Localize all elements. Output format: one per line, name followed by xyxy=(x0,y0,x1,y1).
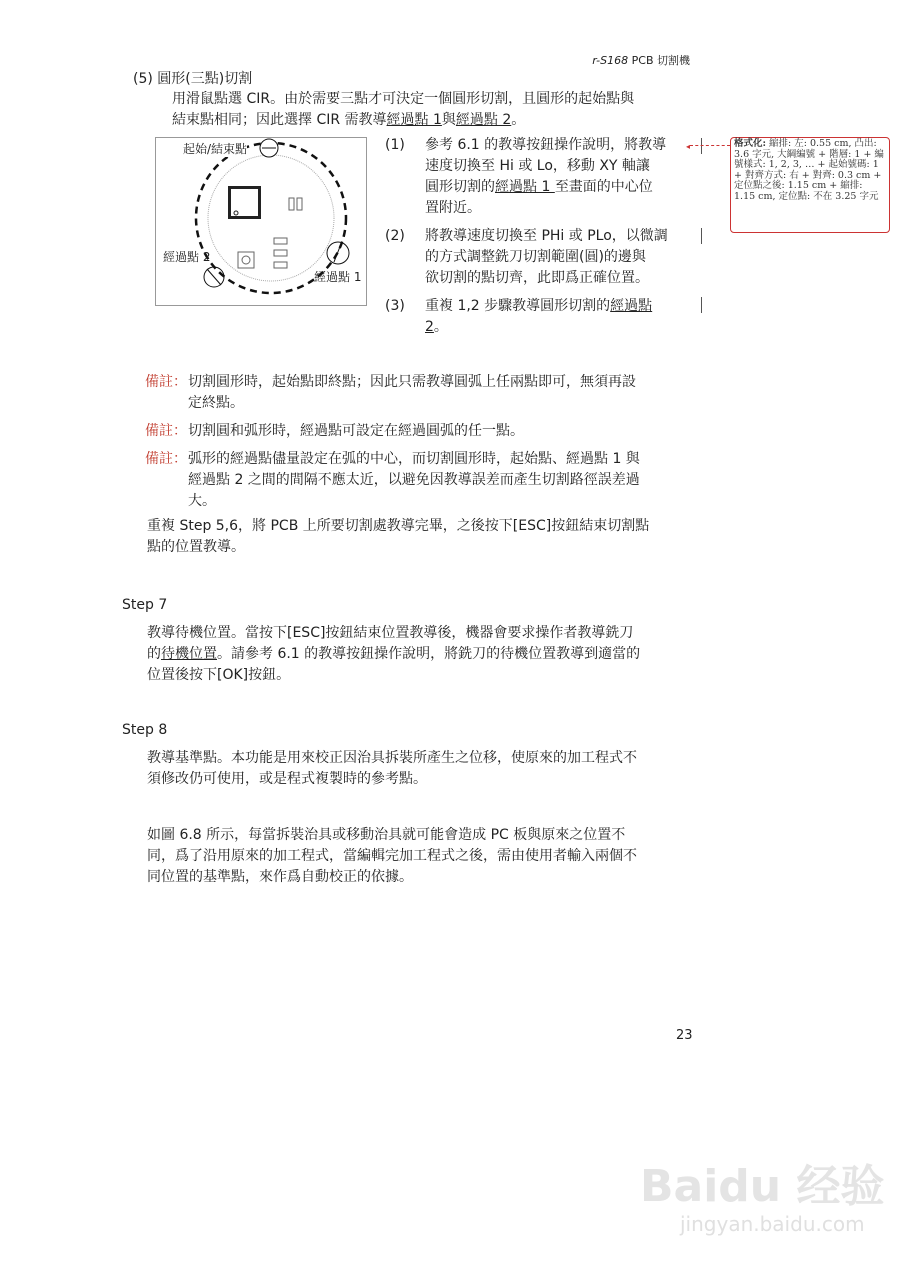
step8-body xyxy=(147,748,637,790)
text-line: 切割圓和弧形時，經過點可設定在經過圓弧的任一點。 xyxy=(188,423,524,439)
repeat-paragraph xyxy=(147,516,649,558)
text-line xyxy=(172,89,634,110)
text-segment: 圓形切割的 xyxy=(425,179,495,195)
text-line: 同，爲了沿用原來的加工程式，當編輯完加工程式之後，需由使用者輸入兩個不 xyxy=(147,848,637,864)
note xyxy=(145,421,640,442)
note xyxy=(145,449,640,512)
text-line: 弧形的經過點儘量設定在弧的中心，而切割圓形時，起始點、經過點 1 與 xyxy=(188,451,640,467)
underlined-term: 待機位置 xyxy=(161,646,217,662)
underlined-term: 經過點 xyxy=(610,298,653,314)
underlined-term: 經過點 1 xyxy=(495,179,555,195)
text-line xyxy=(147,665,640,686)
text-segment: 。 xyxy=(511,112,526,128)
step-list xyxy=(385,135,668,345)
pass-point-1-label: 經過點 1 xyxy=(314,270,362,284)
text-line xyxy=(425,226,668,247)
text-line: 教導基準點。本功能是用來校正因治具拆裝所產生之位移，使原來的加工程式不 xyxy=(147,750,637,766)
text-segment: 欲切割的點切齊，此即爲正確位置。 xyxy=(425,270,649,286)
text-segment: 置附近。 xyxy=(425,200,481,216)
text-segment: 教導待機位置。當按下[ESC]按鈕結束位置教導後，機器會要求操作者教導銑刀 xyxy=(147,625,634,641)
note-label: 備註： xyxy=(145,451,187,467)
notes xyxy=(145,372,640,519)
underlined-term: 經過點 1 xyxy=(386,112,442,128)
step-item xyxy=(385,135,668,219)
comment-connector xyxy=(690,145,730,146)
text-line xyxy=(147,623,640,644)
model-name: r-S168 xyxy=(592,54,629,67)
step-number: (3) xyxy=(385,298,405,314)
watermark-logo xyxy=(640,1150,884,1214)
underlined-term: 2 xyxy=(425,319,434,335)
step7-heading: Step 7 xyxy=(122,597,168,613)
text-line xyxy=(425,156,668,177)
text-line xyxy=(425,247,668,268)
text-segment: 的 xyxy=(147,646,161,662)
note-label: 備註： xyxy=(145,423,187,439)
comment-anchor-icon: ◂ xyxy=(686,142,691,151)
text-segment: 用滑鼠點選 CIR。由於需要三點才可決定一個圓形切割，且圓形的起始點與 xyxy=(172,91,635,107)
change-bar xyxy=(701,138,702,154)
change-bar xyxy=(701,228,702,244)
comment-text: 縮排: 左: 0.55 cm, 凸出: 3.6 字元, 大綱編號 + 階層: 1 + 編號樣式: 1, 2, 3, … + 起始號碼: 1 + 對齊方式: 右 + 對齊: 0.3 cm + 定位點之後: 1.15 cm + 縮排: 1.15 cm, 定位點: 不在 3.25 字元 xyxy=(734,138,884,202)
text-segment: 結束點相同；因此選擇 CIR 需教導 xyxy=(172,112,387,128)
text-line: 經過點 2 之間的間隔不應太近，以避免因教導誤差而產生切割路徑誤差過 xyxy=(188,472,640,488)
text-segment: 。請參考 6.1 的教導按鈕操作說明，將銑刀的待機位置教導到適當的 xyxy=(217,646,641,662)
text-segment: 。 xyxy=(433,319,448,335)
text-segment: 至畫面的中心位 xyxy=(554,179,653,195)
format-comment[interactable] xyxy=(730,137,890,233)
text-line xyxy=(425,268,668,289)
circle-cut-figure xyxy=(155,137,367,306)
note-label: 備註： xyxy=(145,374,187,390)
text-segment: 位置後按下[OK]按鈕。 xyxy=(147,667,291,683)
text-line xyxy=(172,110,634,131)
text-segment: 將教導速度切換至 PHi 或 PLo，以微調 xyxy=(425,228,668,244)
watermark-url: jingyan.baidu.com xyxy=(680,1212,865,1236)
text-line xyxy=(425,317,668,338)
start-end-label: 起始/結束點 xyxy=(183,142,248,156)
text-segment: 重複 1,2 步驟教導圓形切割的 xyxy=(425,298,611,314)
page-number: 23 xyxy=(676,1028,693,1043)
section-heading: (5) 圓形(三點)切割 xyxy=(133,71,253,87)
text-line: 如圖 6.8 所示，每當拆裝治具或移動治具就可能會造成 PC 板與原來之位置不 xyxy=(147,827,626,843)
comment-label: 格式化: xyxy=(734,138,767,149)
pass-point-2-label: 經過點 2 xyxy=(163,250,211,264)
text-segment: 參考 6.1 的教導按鈕操作說明，將教導 xyxy=(425,137,667,153)
change-bar xyxy=(701,297,702,313)
text-line xyxy=(425,177,668,198)
step7-body xyxy=(147,623,640,686)
step-item xyxy=(385,296,668,338)
text-line xyxy=(425,135,668,156)
text-line: 重複 Step 5,6，將 PCB 上所要切割處教導完畢，之後按下[ESC]按鈕結束切割點 xyxy=(147,518,650,534)
text-line: 同位置的基準點，來作爲自動校正的依據。 xyxy=(147,869,413,885)
step8-heading: Step 8 xyxy=(122,722,168,738)
running-header xyxy=(592,52,690,68)
text-line: 切割圓形時，起始點即終點；因此只需教導圓弧上任兩點即可，無須再設 xyxy=(188,374,636,390)
section-intro xyxy=(172,89,634,131)
underlined-term: 經過點 2 xyxy=(455,112,512,128)
text-line: 須修改仍可使用，或是程式複製時的參考點。 xyxy=(147,771,427,787)
text-line xyxy=(425,198,668,219)
step-number: (2) xyxy=(385,228,405,244)
text-segment: 與 xyxy=(441,112,456,128)
watermark-brand: Baidu 经验 xyxy=(640,1161,885,1212)
text-line: 定終點。 xyxy=(188,395,244,411)
text-line xyxy=(425,296,668,317)
text-line: 大。 xyxy=(188,493,216,509)
text-segment: 速度切換至 Hi 或 Lo，移動 XY 軸讓 xyxy=(425,158,650,174)
text-line xyxy=(147,644,640,665)
step-number: (1) xyxy=(385,137,405,153)
cut-range-circle xyxy=(208,155,334,281)
step-item xyxy=(385,226,668,289)
step8-paragraph-2 xyxy=(147,825,637,888)
note xyxy=(145,372,640,414)
text-line: 點的位置教導。 xyxy=(147,539,245,555)
header-title: PCB 切割機 xyxy=(631,54,690,67)
text-segment: 的方式調整銑刀切割範圍(圓)的邊與 xyxy=(425,249,646,265)
